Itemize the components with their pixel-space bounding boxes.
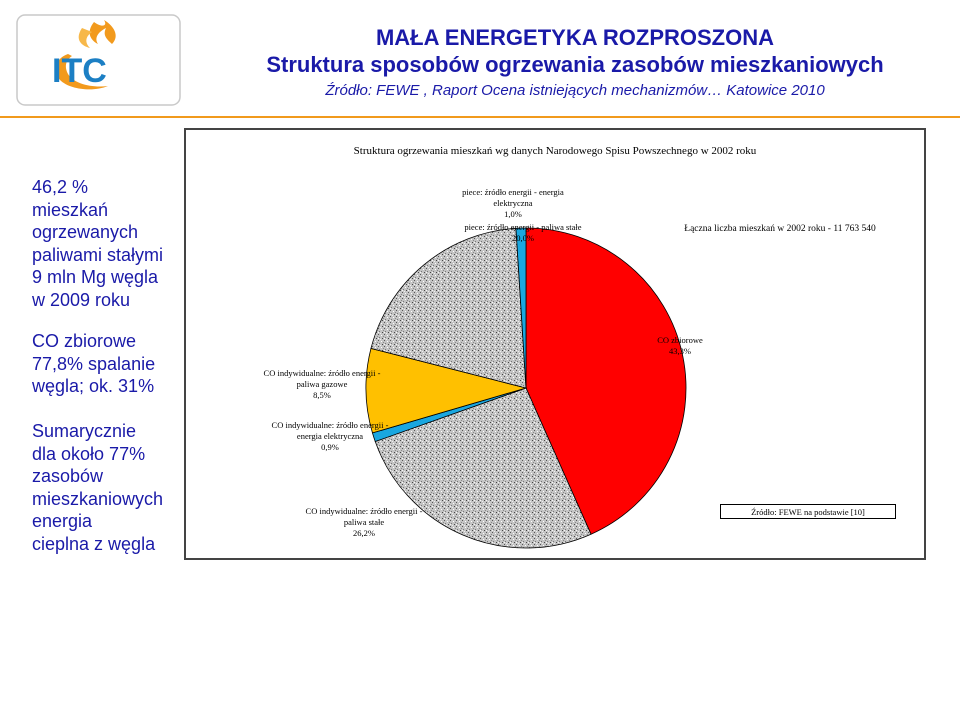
label-co-zbiorowe (630, 335, 730, 357)
total-note: Łączna liczba mieszkań w 2002 roku - 11 763 540 (684, 224, 876, 234)
label-value: 0,9% (321, 442, 339, 452)
left-note-3-line: Sumarycznie (32, 421, 137, 441)
page-title: MAŁA ENERGETYKA ROZPROSZONA (375, 25, 775, 50)
label-text: CO indywidualne: źródło energii - (263, 368, 381, 378)
left-note-2-line: węgla; ok. 31% (32, 376, 155, 396)
page-subtitle: Struktura sposobów ogrzewania zasobów mieszkaniowych (266, 52, 884, 77)
left-note-3-line: cieplna z węgla (32, 533, 156, 554)
label-text: CO zbiorowe (657, 335, 703, 345)
label-text: piece: źródło energii - paliwa stałe (464, 222, 582, 232)
label-value: 8,5% (313, 390, 331, 400)
label-elec-piece (448, 187, 578, 220)
left-note-1-line: paliwami stałymi (32, 244, 164, 265)
left-note-3-line: zasobów (32, 466, 104, 486)
label-solid-piece (438, 222, 608, 244)
left-note-3-line: energia (32, 511, 93, 531)
pie-chart-frame (184, 128, 926, 560)
left-note-3 (32, 420, 163, 555)
left-note-3-line: dla około 77% (32, 443, 146, 464)
label-text: paliwa gazowe (296, 379, 348, 389)
pie-slices (366, 228, 686, 548)
label-solid-ind (294, 506, 434, 539)
header (200, 24, 950, 102)
itc-logo-graphic (16, 14, 181, 106)
chart-source-note: Źródło: FEWE na podstawie [10] (720, 504, 896, 519)
itc-logo (16, 14, 181, 106)
label-value: 20,0% (512, 233, 534, 243)
header-divider (0, 116, 960, 118)
label-text: energia elektryczna (296, 431, 364, 441)
label-text: piece: źródło energii - energia (462, 187, 564, 197)
left-note-1-line: mieszkań (32, 199, 109, 220)
label-text: CO indywidualne: źródło energii - (271, 420, 389, 430)
label-value: 43,3% (669, 346, 691, 356)
source-line: Źródło: FEWE , Raport Ocena istniejących mechanizmów… Katowice 2010 (325, 82, 825, 99)
left-note-1-line: 46,2 % (32, 177, 89, 197)
left-note-2-line: CO zbiorowe (32, 331, 137, 351)
label-text: CO indywidualne: źródło energii - (305, 506, 423, 516)
left-note-3-line: mieszkaniowych (32, 488, 164, 509)
svg-text:ITC: ITC (52, 52, 107, 90)
left-note-1-line: 9 mln Mg węgla (32, 267, 159, 287)
left-note-1-line: ogrzewanych (32, 222, 139, 242)
left-note-2 (32, 330, 155, 398)
label-value: 26,2% (353, 528, 375, 538)
chart-title: Struktura ogrzewania mieszkań wg danych Narodowego Spisu Powszechnego w 2002 roku (353, 145, 757, 157)
left-note-1-line: w 2009 roku (32, 289, 131, 310)
label-text: elektryczna (493, 198, 533, 208)
left-note-1 (32, 176, 163, 311)
label-text: paliwa stałe (343, 517, 385, 527)
label-value: 1,0% (504, 209, 522, 219)
left-note-2-line: 77,8% spalanie (32, 353, 156, 374)
label-elec-ind (260, 420, 400, 453)
label-gas-ind (252, 368, 392, 401)
